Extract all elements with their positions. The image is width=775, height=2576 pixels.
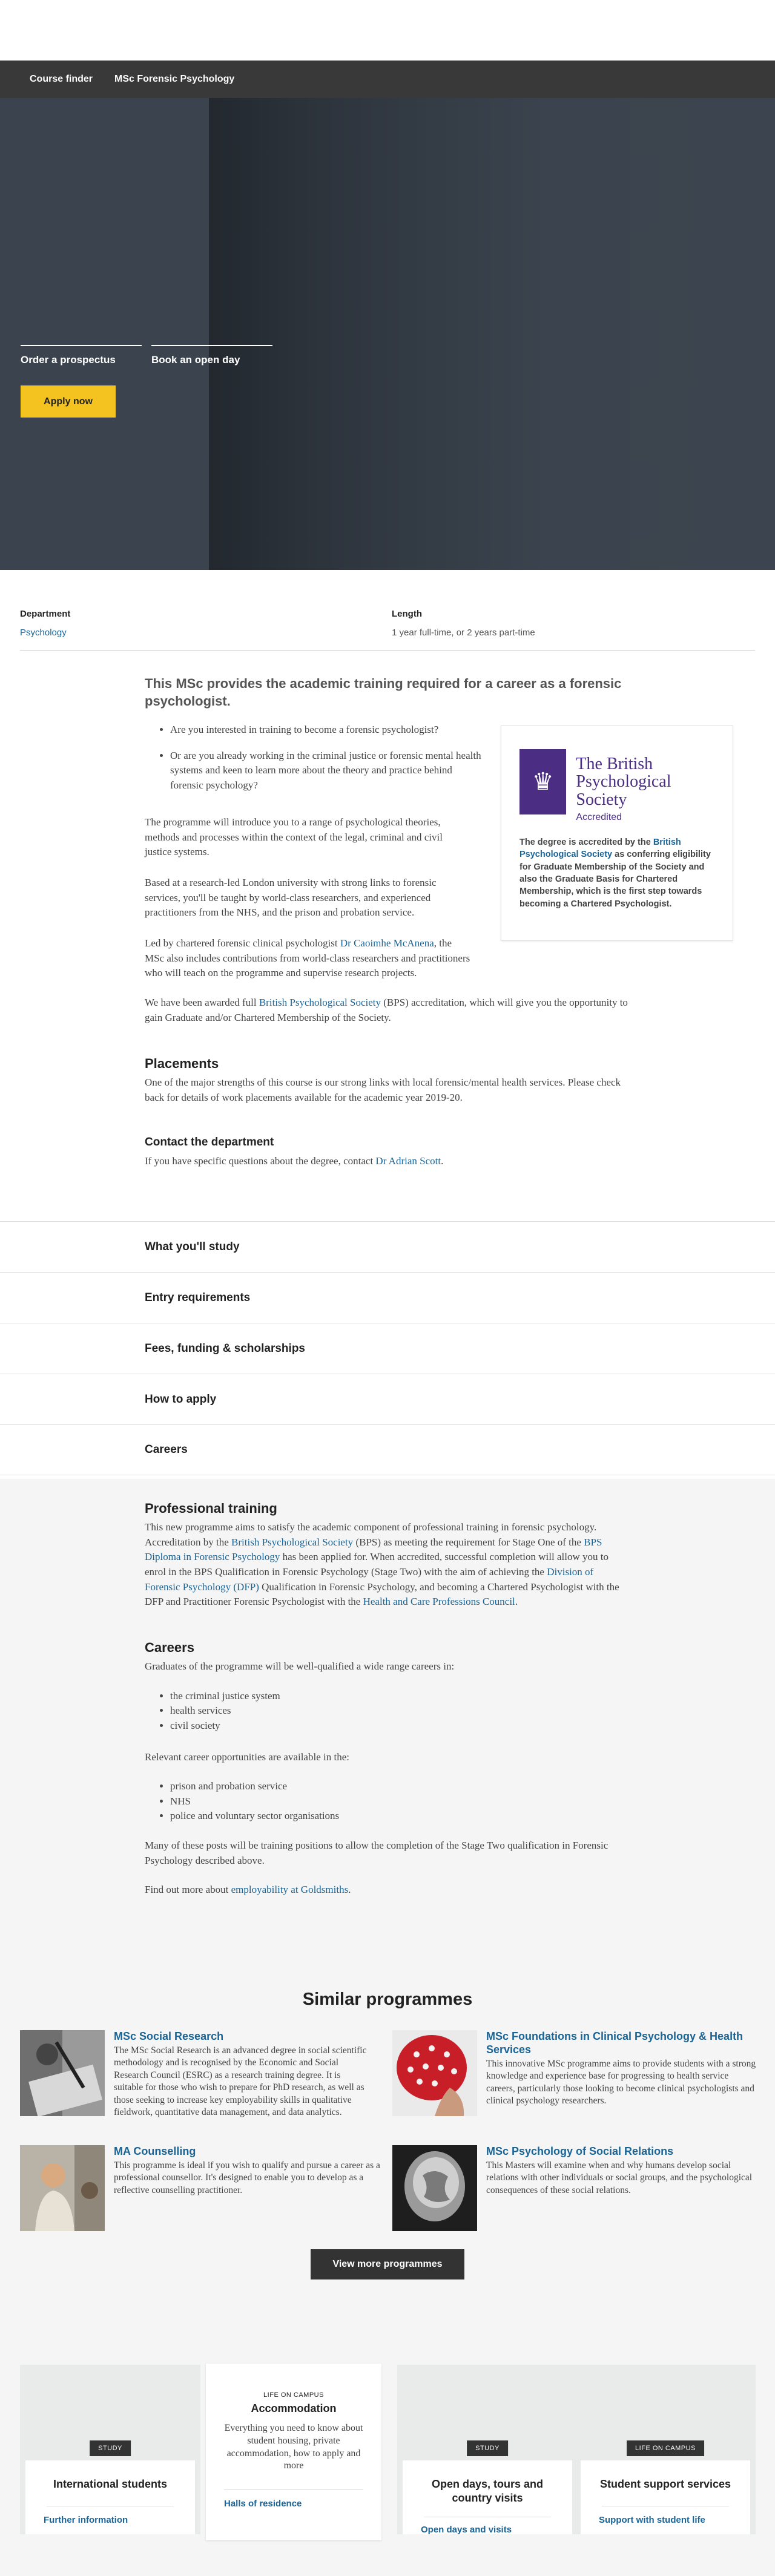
careers-mid: Relevant career opportunities are available in the: <box>145 1751 349 1763</box>
promo-tile-support[interactable] <box>575 2365 756 2534</box>
programme-description: This Masters will examine when and why humans develop social relations with other individuals or social groups, and the psychological consequences of these social relations. <box>486 2160 753 2195</box>
programme-description: The MSc Social Research is an advanced degree in social scientific methodology and is recognised by the Economic and Social Research Council (ESRC) as a research training degree. It is suitable for those who wish to prepare for PhD research, as well as those seeking to increase key employability skills in qualitative fieldwork, quantitative data management, and data analytics. <box>114 2045 367 2118</box>
careers-find-more <box>145 1883 629 1898</box>
tile-heading: Open days, tours and country visits <box>431 2478 544 2505</box>
tile-category-label: LIFE ON CAMPUS <box>627 2440 704 2456</box>
top-whitespace <box>0 0 775 61</box>
bps-accredited-label: Accredited <box>576 812 622 823</box>
accordion-what-youll-study[interactable]: What you'll study <box>0 1221 775 1272</box>
training-bps-link[interactable]: British Psychological Society <box>231 1536 354 1548</box>
text: . <box>348 1884 351 1896</box>
hero-banner <box>0 98 775 570</box>
text: . <box>515 1596 518 1608</box>
programme-card-ma-counselling[interactable] <box>20 2145 383 2236</box>
bps-crest-icon: ♛ <box>519 749 566 814</box>
text: If you have specific questions about the degree, contact <box>145 1155 376 1167</box>
bps-accreditation-card <box>501 726 733 941</box>
promo-tile-international[interactable] <box>20 2365 200 2534</box>
text: (BPS) as meeting the requirement for Stage One of the <box>353 1536 584 1548</box>
intro-paragraph-3 <box>145 936 472 981</box>
book-open-day-link[interactable]: Book an open day <box>151 345 272 366</box>
apply-now-button[interactable]: Apply now <box>21 385 116 418</box>
text: , the MSc also includes contributions from world-class researchers and practitioners who will teach on the programme and supervise research projects. <box>145 937 470 979</box>
programme-title-link[interactable]: MSc Foundations in Clinical Psychology & Health Services <box>486 2030 744 2056</box>
programme-title-link[interactable]: MSc Social Research <box>114 2030 224 2042</box>
intro-lead: This MSc provides the academic training required for a career as a forensic psychologist. <box>145 676 622 709</box>
contact-text <box>145 1154 629 1169</box>
eeg-cap-photo-image <box>392 2030 477 2116</box>
text: as conferring eligibility for Graduate Membership of the Society and also the Graduate Basis for Chartered Membership, which is the first step towards becoming a Chartered Psychologist. <box>519 850 711 909</box>
promo-tile-open-days[interactable] <box>397 2365 578 2534</box>
course-accordion <box>0 1221 775 1475</box>
contact-title: Contact the department <box>145 1136 274 1149</box>
length-value: 1 year full-time, or 2 years part-time <box>392 628 535 638</box>
careers-list-1 <box>170 1689 629 1734</box>
careers-paragraph: Many of these posts will be training positions to allow the completion of the Stage Two qualification in Forensic Psychology described above. <box>145 1840 608 1866</box>
contact-person-link[interactable]: Dr Adrian Scott <box>375 1155 441 1167</box>
intro-paragraph-2: Based at a research-led London university with strong links to forensic services, you'll be taught by world-class researchers, and experienced practitioners from the NHS, and the prison and probation service. <box>145 877 437 919</box>
bps-name-line1: The British <box>576 755 653 773</box>
text: The degree is accredited by the <box>519 837 653 848</box>
placements-title: Placements <box>145 1056 219 1071</box>
tile-card <box>403 2460 572 2534</box>
programme-card-clinical-psychology[interactable] <box>392 2030 756 2121</box>
tile-divider <box>224 2489 363 2490</box>
text: Qualification in Forensic Psychology, and becoming a Chartered Psychologist with the DFP and Practitioner Forensic Psychologist with the <box>145 1581 619 1608</box>
breadcrumb-current-page[interactable]: MSc Forensic Psychology <box>114 74 235 84</box>
programme-card-social-relations[interactable] <box>392 2145 756 2236</box>
list-item: • Are you interested in training to become a forensic psychologist? <box>170 723 484 738</box>
bps-description <box>519 836 714 910</box>
placements-text: One of the major strengths of this course is our strong links with local forensic/mental health services. Please check back for details of work placements available for the academic year 2019-20. <box>145 1077 621 1103</box>
department-label: Department <box>20 609 71 619</box>
professional-training-section <box>145 1501 629 1610</box>
intro-paragraph-1: The programme will introduce you to a range of psychological theories, methods and processes within the context of the legal, criminal and civil justice systems. <box>145 816 443 858</box>
dfp-link[interactable]: Division of Forensic Psychology (DFP) <box>145 1565 594 1593</box>
tile-link[interactable]: Halls of residence <box>224 2499 302 2509</box>
length-label: Length <box>392 609 422 619</box>
placements-section <box>145 1056 629 1105</box>
programme-title-link[interactable]: MSc Psychology of Social Relations <box>486 2145 674 2157</box>
accordion-how-to-apply[interactable]: How to apply <box>0 1374 775 1424</box>
tile-link[interactable]: Further information <box>44 2515 128 2526</box>
text: This new programme aims to satisfy the academic component of professional training in forensic psychology. Accreditation by the <box>145 1521 597 1548</box>
accordion-fees-funding[interactable]: Fees, funding & scholarships <box>0 1323 775 1374</box>
programme-description: This programme is ideal if you wish to qualify and pursue a career as a professional counsellor. It's designed to enable you to develop as a reflective counselling practitioner. <box>114 2160 380 2195</box>
tile-heading: Student support services <box>599 2478 731 2490</box>
careers-list-2 <box>170 1779 629 1824</box>
text: Led by chartered forensic clinical psychologist <box>145 937 340 949</box>
counselling-photo-image <box>20 2145 105 2231</box>
training-title: Professional training <box>145 1501 277 1516</box>
text: We have been awarded full <box>145 997 259 1008</box>
text: (BPS) accreditation, which will give you the opportunity to gain Graduate and/or Chartered Membership of the Society. <box>145 997 628 1023</box>
list-item: • health services <box>170 1703 629 1719</box>
bps-link[interactable]: British Psychological Society <box>259 997 381 1008</box>
careers-intro: Graduates of the programme will be well-qualified a wide range careers in: <box>145 1660 455 1672</box>
view-more-programmes-button[interactable]: View more programmes <box>311 2249 464 2279</box>
list-item: • Or are you already working in the criminal justice or forensic mental health systems and keen to learn more about the theory and practice behind forensic psychology? <box>170 749 484 793</box>
list-item: • police and voluntary sector organisations <box>170 1809 629 1824</box>
tile-category-label: STUDY <box>90 2440 131 2456</box>
breadcrumb-course-finder[interactable]: Course finder <box>30 74 93 84</box>
careers-title: Careers <box>145 1640 194 1655</box>
tile-text: Everything you need to know about student housing, private accommodation, how to apply and more <box>224 2423 363 2471</box>
list-item: • civil society <box>170 1719 629 1734</box>
tile-category-label: STUDY <box>467 2440 508 2456</box>
training-text <box>145 1520 629 1610</box>
employability-link[interactable]: employability at Goldsmiths <box>231 1884 349 1896</box>
department-link[interactable]: Psychology <box>20 628 67 638</box>
meta-divider <box>20 650 755 651</box>
careers-section <box>145 1640 629 1898</box>
text: has been applied for. When accredited, successful completion will allow you to enrol in the BPS Qualification in Forensic Psychology (Stage Two) with the aim of achieving the <box>145 1551 608 1578</box>
promo-tile-accommodation[interactable] <box>206 2364 381 2540</box>
hcpc-link[interactable]: Health and Care Professions Council <box>363 1596 515 1608</box>
similar-programmes-title: Similar programmes <box>302 1990 473 2009</box>
programme-leader-link[interactable]: Dr Caoimhe McAnena <box>340 937 434 949</box>
list-item: • NHS <box>170 1794 629 1809</box>
contact-section <box>145 1136 629 1169</box>
intro-paragraph-4 <box>145 995 629 1025</box>
programme-title-link[interactable]: MA Counselling <box>114 2145 196 2157</box>
bps-diploma-link[interactable]: BPS Diploma in Forensic Psychology <box>145 1536 602 1563</box>
programme-card-social-research[interactable] <box>20 2030 383 2121</box>
order-prospectus-link[interactable]: Order a prospectus <box>21 345 142 366</box>
tile-link[interactable]: Support with student life <box>599 2515 705 2526</box>
text: . <box>441 1155 444 1167</box>
list-item: • the criminal justice system <box>170 1689 629 1704</box>
accordion-entry-requirements[interactable]: Entry requirements <box>0 1272 775 1323</box>
intro-bullets <box>145 723 484 804</box>
writing-photo-image <box>20 2030 105 2116</box>
tile-heading: International students <box>53 2478 167 2490</box>
brain-scan-image <box>392 2145 477 2231</box>
tile-link[interactable]: Open days and visits <box>421 2524 512 2535</box>
tile-heading: Accommodation <box>251 2402 337 2414</box>
bps-logo <box>519 749 714 823</box>
tile-category-label: LIFE ON CAMPUS <box>263 2391 324 2399</box>
hero-image-gradient <box>209 98 775 570</box>
tile-card <box>25 2460 195 2534</box>
list-item: • prison and probation service <box>170 1779 629 1794</box>
programme-description: This innovative MSc programme aims to provide students with a strong knowledge and experience base for progressing to health service careers, particularly those looking to become clinical psychologists and clinical psychology researchers. <box>486 2059 756 2106</box>
tile-card <box>581 2460 750 2534</box>
bps-card-link[interactable]: British Psychological Society <box>519 837 681 860</box>
accordion-careers[interactable]: Careers <box>0 1424 775 1475</box>
breadcrumb-bar <box>0 61 775 98</box>
bps-name-line2: Psychological Society <box>576 772 671 809</box>
text: Find out more about <box>145 1884 231 1896</box>
